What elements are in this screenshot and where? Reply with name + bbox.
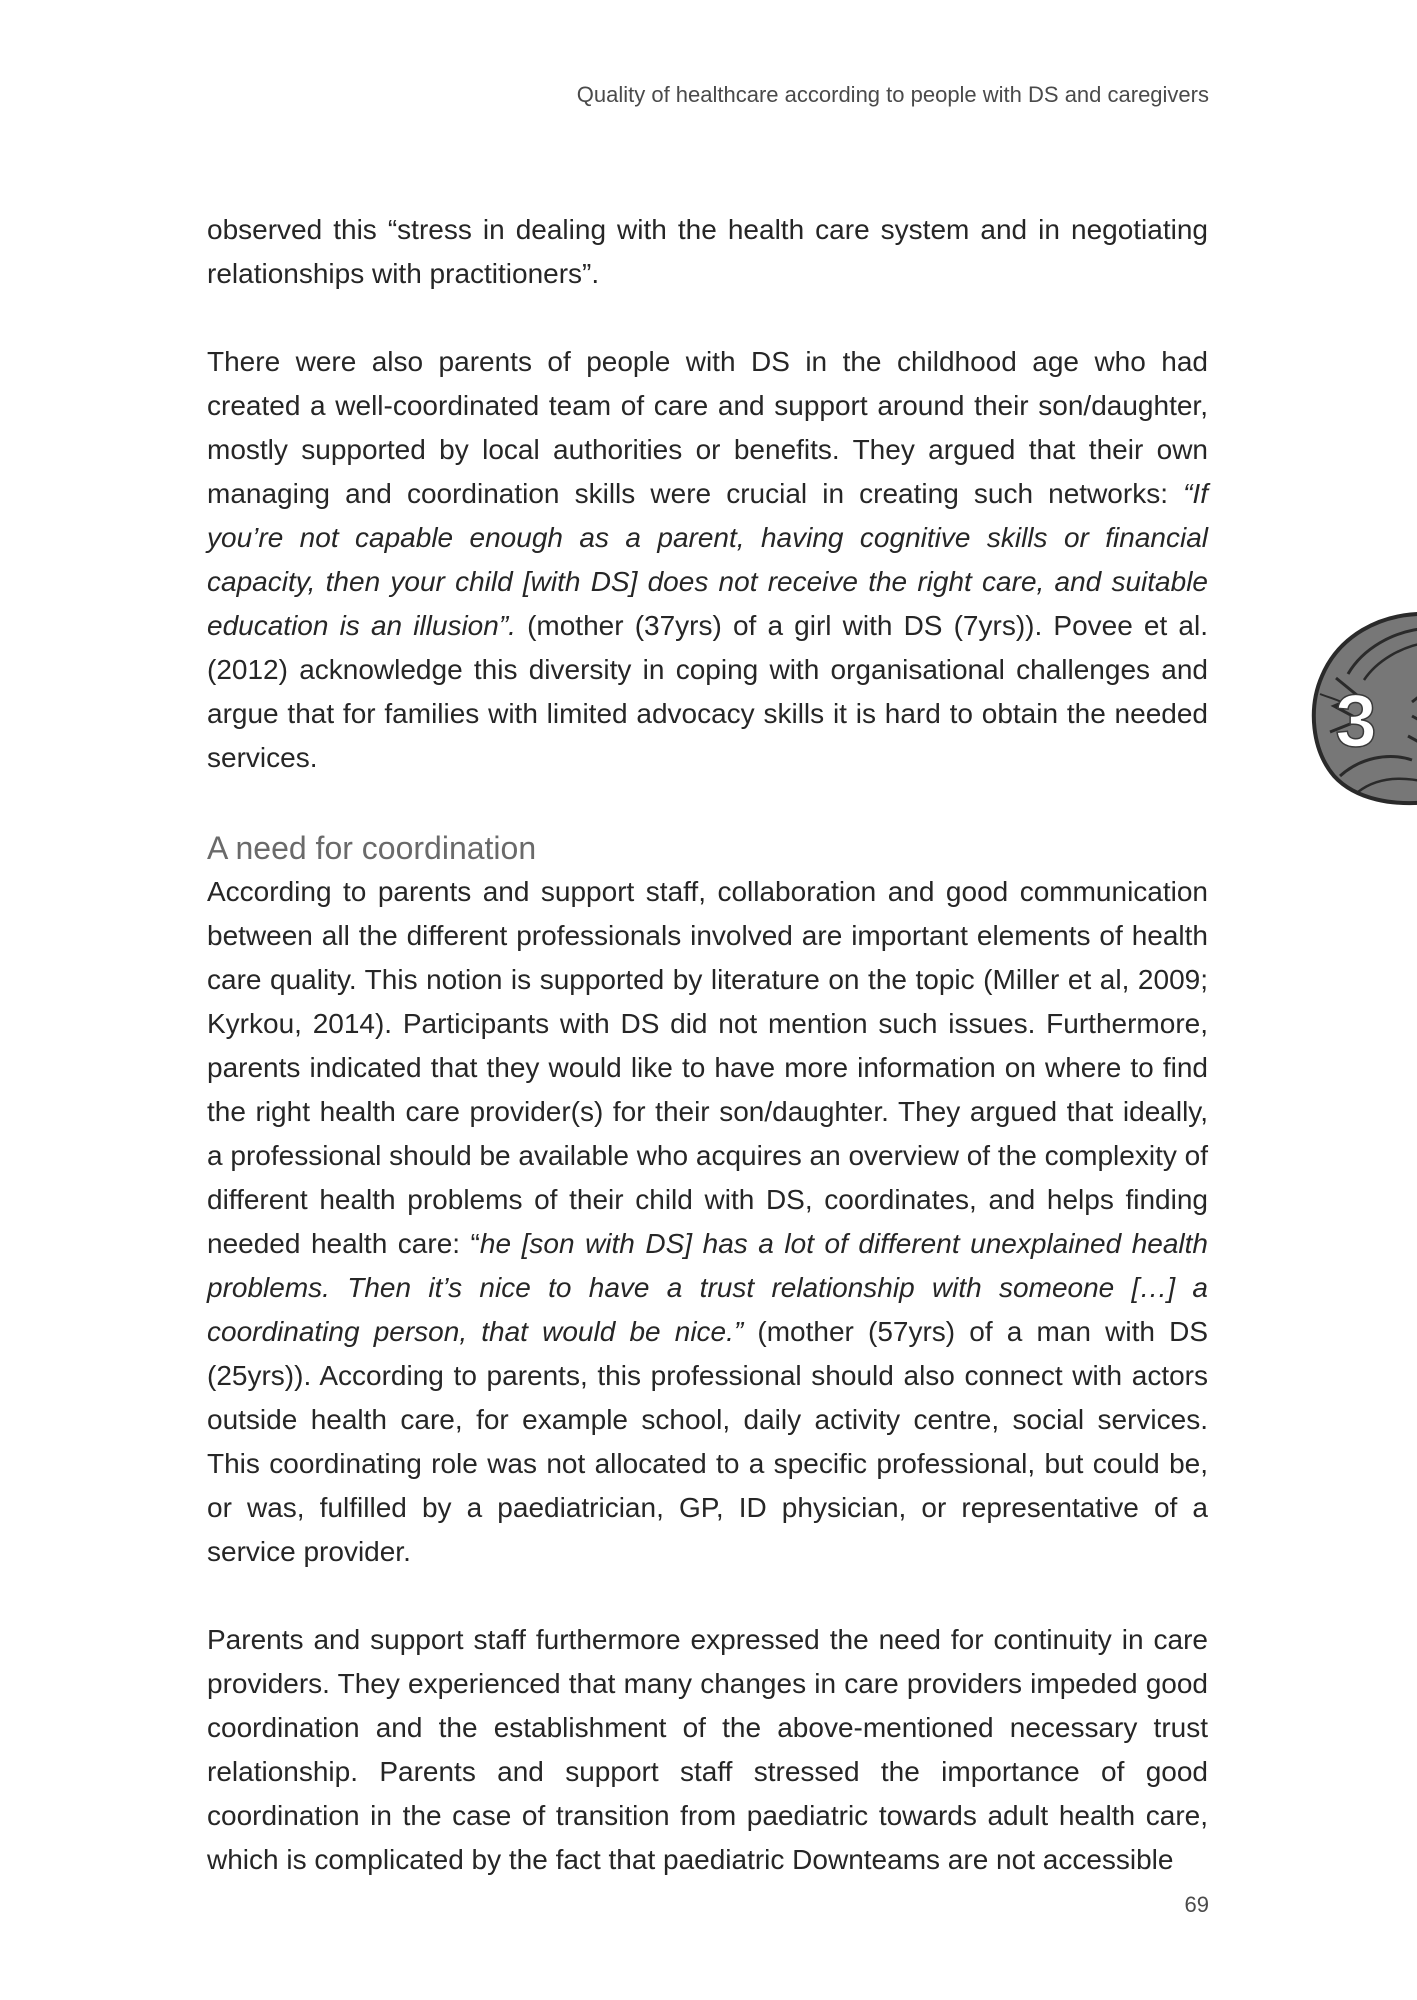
paragraph-1: observed this “stress in dealing with the health care system and in negotiating relationships with practitioners”. — [207, 214, 1208, 289]
chapter-badge-icon — [1300, 608, 1417, 808]
page-number: 69 — [1184, 1892, 1209, 1917]
paragraph-3-text-a: According to parents and support staff, collaboration and good communication between all the different professionals involved are important elements of health care quality. This notion is supported by literature on the topic (Miller et al, 2009; Kyrkou, 2014). Participants with DS did not mention such issues. Furthermore, parents indicated that they would like to have more information on where to find the right health care provider(s) for their son/daughter. They argued that ideally, a professional should be available who acquires an overview of the complexity of different health problems of their child with DS, coordinates, and helps finding needed health care: “ — [207, 876, 1208, 1259]
paragraph-2-quote: “If you’re not capable enough as a parent, having cognitive skills or financial capacity, then your child [with DS] does not receive the right care, and suitable education is an illusion”. — [207, 478, 1208, 641]
paragraph-2-text-b: (mother (37yrs) of a girl with DS (7yrs)). Povee et al. (2012) acknowledge this diversity in coping with organisational challenges and argue that for families with limited advocacy skills it is hard to obtain the needed services. — [207, 610, 1209, 773]
paragraph-4: Parents and support staff furthermore expressed the need for continuity in care providers. They experienced that many changes in care providers impeded good coordination and the establishment of the above-mentioned necessary trust relationship. Parents and support staff stressed the importance of good coordination in the case of transition from paediatric towards adult health care, which is complicated by the fact that paediatric Downteams are not accessible — [207, 1624, 1208, 1875]
running-header: Quality of healthcare according to people with DS and caregivers — [576, 82, 1209, 107]
body-text — [207, 208, 1208, 1882]
paragraph-3-quote: he [son with DS] has a lot of different unexplained health problems. Then it’s nice to have a trust relationship with someone […] a coordinating person, that would be nice.” — [207, 1228, 1208, 1347]
paragraph-2 — [207, 340, 1208, 780]
paragraph-3-text-b: (mother (57yrs) of a man with DS (25yrs)). According to parents, this professional should also connect with actors outside health care, for example school, daily activity centre, social services. This coordinating role was not allocated to a specific professional, but could be, or was, fulfilled by a paediatrician, GP, ID physician, or representative of a service provider. — [207, 1316, 1208, 1567]
chapter-number: 3 — [1335, 679, 1377, 762]
section-heading: A need for coordination — [207, 830, 537, 866]
paragraph-3 — [207, 870, 1208, 1574]
paragraph-2-text-a: There were also parents of people with DS in the childhood age who had created a well-coordinated team of care and support around their son/daughter, mostly supported by local authorities or benefits. They argued that their own managing and coordination skills were crucial in creating such networks: — [207, 346, 1208, 509]
